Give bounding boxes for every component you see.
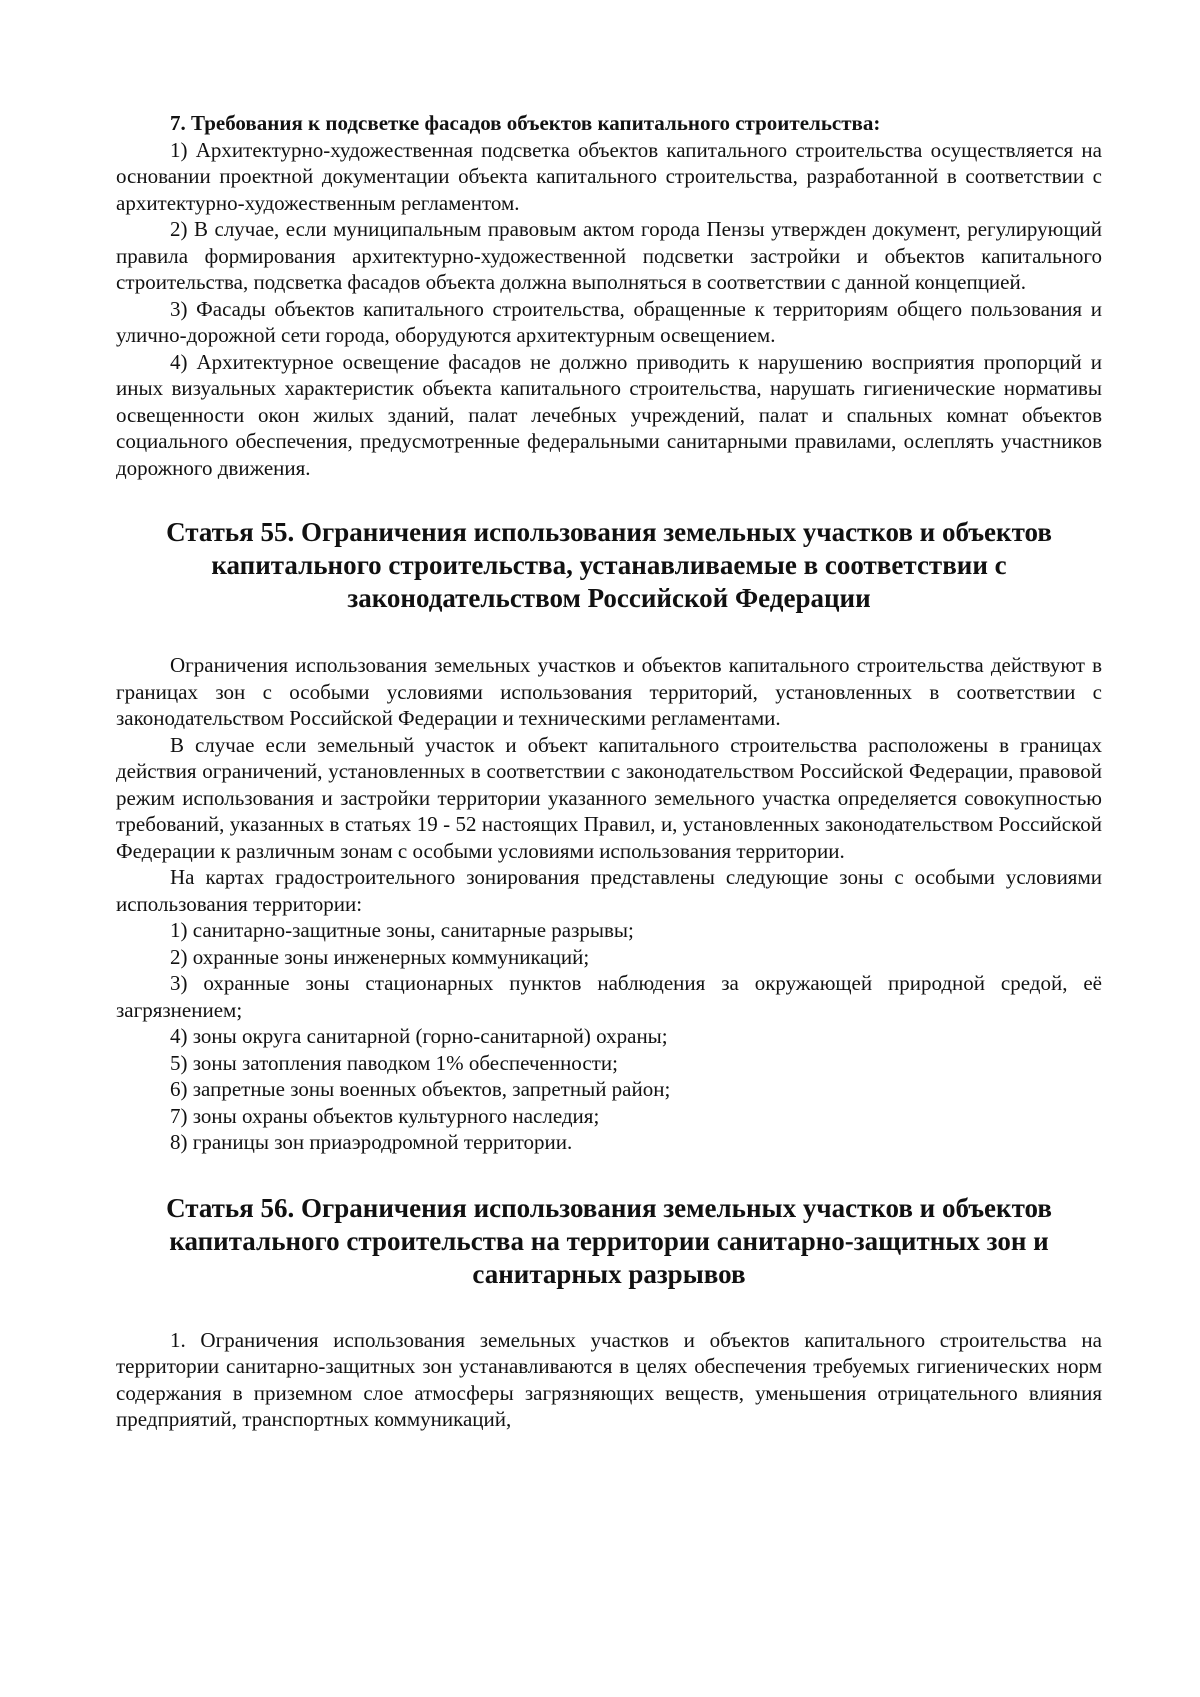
section-7-paragraph: 3) Фасады объектов капитального строительства, обращенные к территориям общего пользования и улично-дорожной сети города, оборудуются архитектурным освещением. [116, 296, 1102, 347]
zone-list-item: 1) санитарно-защитные зоны, санитарные разрывы; [170, 918, 634, 942]
section-7-paragraph: 1) Архитектурно-художественная подсветка объектов капитального строительства осуществляется на основании проектной документации объекта капитального строительства, разработанной в соответствии с архитектурно-художественным регламентом. [116, 137, 1102, 215]
article-55-title: Статья 55. Ограничения использования земельных участков и объектов капитального строительства, устанавливаемые в соответствии с законодательством Российской Федерации [166, 517, 1052, 613]
zone-list-item: 2) охранные зоны инженерных коммуникаций; [170, 944, 590, 969]
article-55-paragraph: Ограничения использования земельных участков и объектов капитального строительства действуют в границах зон с особыми условиями использования территорий, установленных в соответствии с законодательством Российской Федерации и техническими регламентами. [116, 653, 1102, 730]
zone-list-item: 6) запретные зоны военных объектов, запретный район; [170, 1077, 671, 1101]
zone-list-item: 3) охранные зоны стационарных пунктов наблюдения за окружающей природной средой, её загрязнением; [116, 971, 1102, 1022]
article-56-paragraph: 1. Ограничения использования земельных участков и объектов капитального строительства на территории санитарно-защитных зон устанавливаются в целях обеспечения требуемых гигиенических норм содержания в приземном слое атмосферы загрязняющих веществ, уменьшения отрицательного влияния предприятий, транспортных коммуникаций, [116, 1327, 1102, 1431]
section-7-paragraph: 4) Архитектурное освещение фасадов не должно приводить к нарушению восприятия пропорций и иных визуальных характеристик объекта капитального строительства, нарушать гигиенические нормативы освещенности окон жилых зданий, палат лечебных учреждений, палат и спальных комнат объектов социального обеспечения, предусмотренные федеральными санитарными правилами, ослеплять участников дорожного движения. [116, 349, 1102, 480]
document-page [116, 110, 1102, 1433]
section-7-heading: 7. Требования к подсветке фасадов объектов капитального строительства: [170, 111, 881, 135]
zone-list-item: 8) границы зон приаэродромной территории. [170, 1130, 573, 1154]
article-55-paragraph: На картах градостроительного зонирования представлены следующие зоны с особыми условиями использования территории: [116, 865, 1102, 916]
section-7-paragraph: 2) В случае, если муниципальным правовым актом города Пензы утвержден документ, регулирующий правила формирования архитектурно-художественной подсветки застройки и объектов капитального строительства, подсветка фасадов объекта должна выполняться в соответствии с данной концепцией. [116, 217, 1102, 294]
article-55-paragraph: В случае если земельный участок и объект капитального строительства расположены в границах действия ограничений, установленных в соответствии с законодательством Российской Федерации, правовой режим использования и застройки территории указанного земельного участка определяется совокупностью требований, указанных в статьях 19 - 52 настоящих Правил, и, установленных законодательством Российской Федерации к различным зонам с особыми условиями использования территории. [116, 732, 1102, 863]
article-56-title: Статья 56. Ограничения использования земельных участков и объектов капитального строительства на территории санитарно-защитных зон и санитарных разрывов [166, 1192, 1052, 1289]
zone-list-item: 5) зоны затопления паводком 1% обеспеченности; [170, 1050, 618, 1075]
zone-list-item: 4) зоны округа санитарной (горно-санитарной) охраны; [170, 1024, 668, 1048]
zone-list-item: 7) зоны охраны объектов культурного наследия; [170, 1103, 600, 1128]
